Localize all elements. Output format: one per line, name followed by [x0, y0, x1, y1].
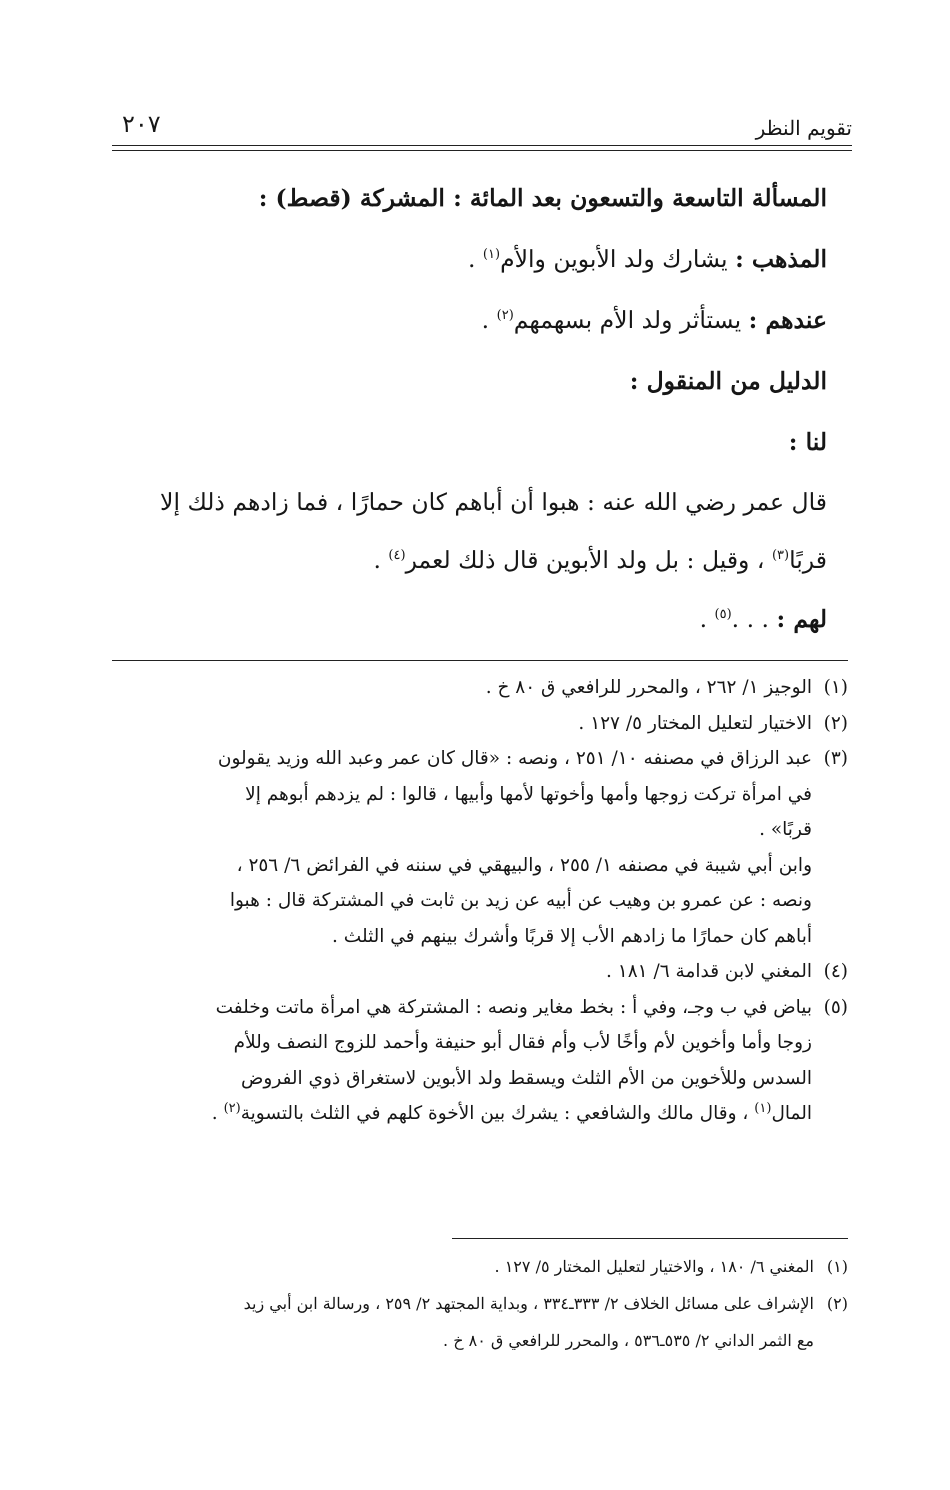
page-header — [112, 108, 852, 146]
dalil-heading: الدليل من المنقول : — [629, 367, 827, 395]
footnote-text-last-line — [112, 1096, 848, 1132]
footnote-text: الوجيز ١/ ٢٦٢ ، والمحرر للرافعي ق ٨٠ خ . — [485, 677, 812, 698]
page-number: ٢٠٧ — [122, 110, 161, 138]
madhhab-text: يشارك ولد الأبوين والأم — [500, 245, 728, 273]
lahum-label: لهم : — [776, 605, 827, 633]
footnote-text: زوجا وأما وأخوين لأم وأخًا لأب وأم فقال أبو حنيفة وأحمد للزوج النصف وللأم — [233, 1032, 812, 1053]
footnote-5 — [112, 990, 848, 1132]
header-rule-thin — [112, 150, 852, 151]
footnote-4 — [112, 954, 848, 990]
inner-footnote-1 — [112, 1248, 848, 1285]
footnote-number: (٤) — [823, 961, 848, 982]
indahum-line: عندهم : يستأثر ولد الأم بسهمهم$^{(٢)}$ . — [481, 306, 827, 334]
footnote-number: (٢) — [823, 712, 848, 734]
footnote-number: (٢) — [826, 1294, 848, 1313]
footnote-number: (١) — [826, 1257, 848, 1276]
footnote-number: (٥) — [823, 996, 848, 1018]
footnote-text: أباهم كان حمارًا ما زادهم الأب إلا قربًا وأشرك بينهم في الثلث . — [332, 925, 812, 947]
indahum-text: يستأثر ولد الأم بسهمهم — [513, 306, 742, 334]
footnote-ref: (٢) — [223, 1100, 241, 1116]
footnote-text: المغني لابن قدامة ٦/ ١٨١ . — [606, 961, 812, 982]
footnote-text: عبد الرزاق في مصنفه ١٠/ ٢٥١ ، ونصه : «قال كان عمر وعبد الله وزيد يقولون — [217, 748, 812, 769]
footnote-ref: (١) — [482, 247, 501, 263]
footnote-2 — [112, 706, 848, 742]
inner-footnote-2 — [112, 1285, 848, 1359]
issue-heading: المسألة التاسعة والتسعون بعد المائة : المشركة (قصط) : — [258, 184, 827, 212]
footnote-period: . — [211, 1103, 218, 1124]
footnote-ref: (٢) — [496, 308, 514, 324]
footnote-number: (٣) — [823, 748, 848, 769]
inner-footnote-rule — [452, 1238, 848, 1239]
footnote-ref: (١) — [754, 1100, 772, 1116]
footnote-text: المغني ٦/ ١٨٠ ، والاختيار لتعليل المختار ٥/ ١٢٧ . — [494, 1257, 814, 1276]
footnote-ref: (٥) — [714, 607, 732, 623]
madhhab-label: المذهب : — [735, 245, 827, 273]
footnote-text: مع الثمر الداني ٢/ ٥٣٥ـ٥٣٦ ، والمحرر للرافعي ق ٨٠ خ . — [443, 1331, 814, 1350]
madhhab-line: المذهب : يشارك ولد الأبوين والأم$^{(١)}$ . — [467, 245, 827, 273]
footnote-text: قربًا» . — [759, 819, 812, 840]
footnote-number: (١) — [823, 677, 848, 698]
footnote-continuation: ، وقال مالك والشافعي : يشرك بين الأخوة كلهم في الثلث بالتسوية — [240, 1103, 749, 1124]
footnote-text: وابن أبي شيبة في مصنفه ١/ ٢٥٥ ، والبيهقي في سننه في الفرائض ٦/ ٢٥٦ ، — [236, 854, 812, 876]
quote-word: قربًا — [789, 546, 827, 574]
quote-continuation: ، وقيل : بل ولد الأبوين قال ذلك لعمر — [405, 546, 765, 574]
footnote-text: السدس وللأخوين من الأم الثلث ويسقط ولد الأبوين لاستغراق ذوي الفروض — [241, 1067, 812, 1089]
lana-label: لنا : — [788, 428, 827, 456]
footnotes — [112, 670, 848, 1132]
footnote-text: ونصه : عن عمرو بن وهيب عن أبيه عن زيد بن ثابت في المشتركة قال : هبوا — [229, 890, 812, 911]
footnote-text: بياض في ب وجـ، وفي أ : بخط مغاير ونصه : المشتركة هي امرأة ماتت وخلفت — [215, 996, 812, 1018]
inner-footnotes — [112, 1248, 848, 1359]
main-text — [112, 168, 827, 650]
footnote-1 — [112, 670, 848, 706]
footnote-ref: (٣) — [771, 548, 790, 564]
quote-line-2: قربًا$^{(٣)}$ ، وقيل : بل ولد الأبوين قال ذلك لعمر$^{(٤)}$ . — [373, 546, 827, 574]
footnote-3 — [112, 741, 848, 954]
header-rule-thick — [112, 145, 852, 146]
lahum-line: لهم : . . .$^{(٥)}$ . — [699, 605, 827, 633]
lahum-text: . . . — [731, 605, 770, 633]
footnote-text: الاختيار لتعليل المختار ٥/ ١٢٧ . — [578, 712, 812, 734]
footnote-rule — [112, 660, 848, 661]
running-title: تقويم النظر — [755, 116, 852, 140]
footnote-text: الإشراف على مسائل الخلاف ٢/ ٣٣٣ـ٣٣٤ ، وبداية المجتهد ٢/ ٢٥٩ ، ورسالة ابن أبي زيد — [243, 1294, 814, 1313]
indahum-label: عندهم : — [748, 306, 827, 334]
footnote-word: المال — [771, 1103, 812, 1124]
footnote-ref: (٤) — [388, 548, 406, 564]
quote-line-1: قال عمر رضي الله عنه : هبوا أن أباهم كان حمارًا ، فما زادهم ذلك إلا — [160, 488, 827, 516]
footnote-text: في امرأة تركت زوجها وأمها وأخوتها لأمها وأبيها ، قالوا : لم يزدهم أبوهم إلا — [245, 783, 812, 805]
